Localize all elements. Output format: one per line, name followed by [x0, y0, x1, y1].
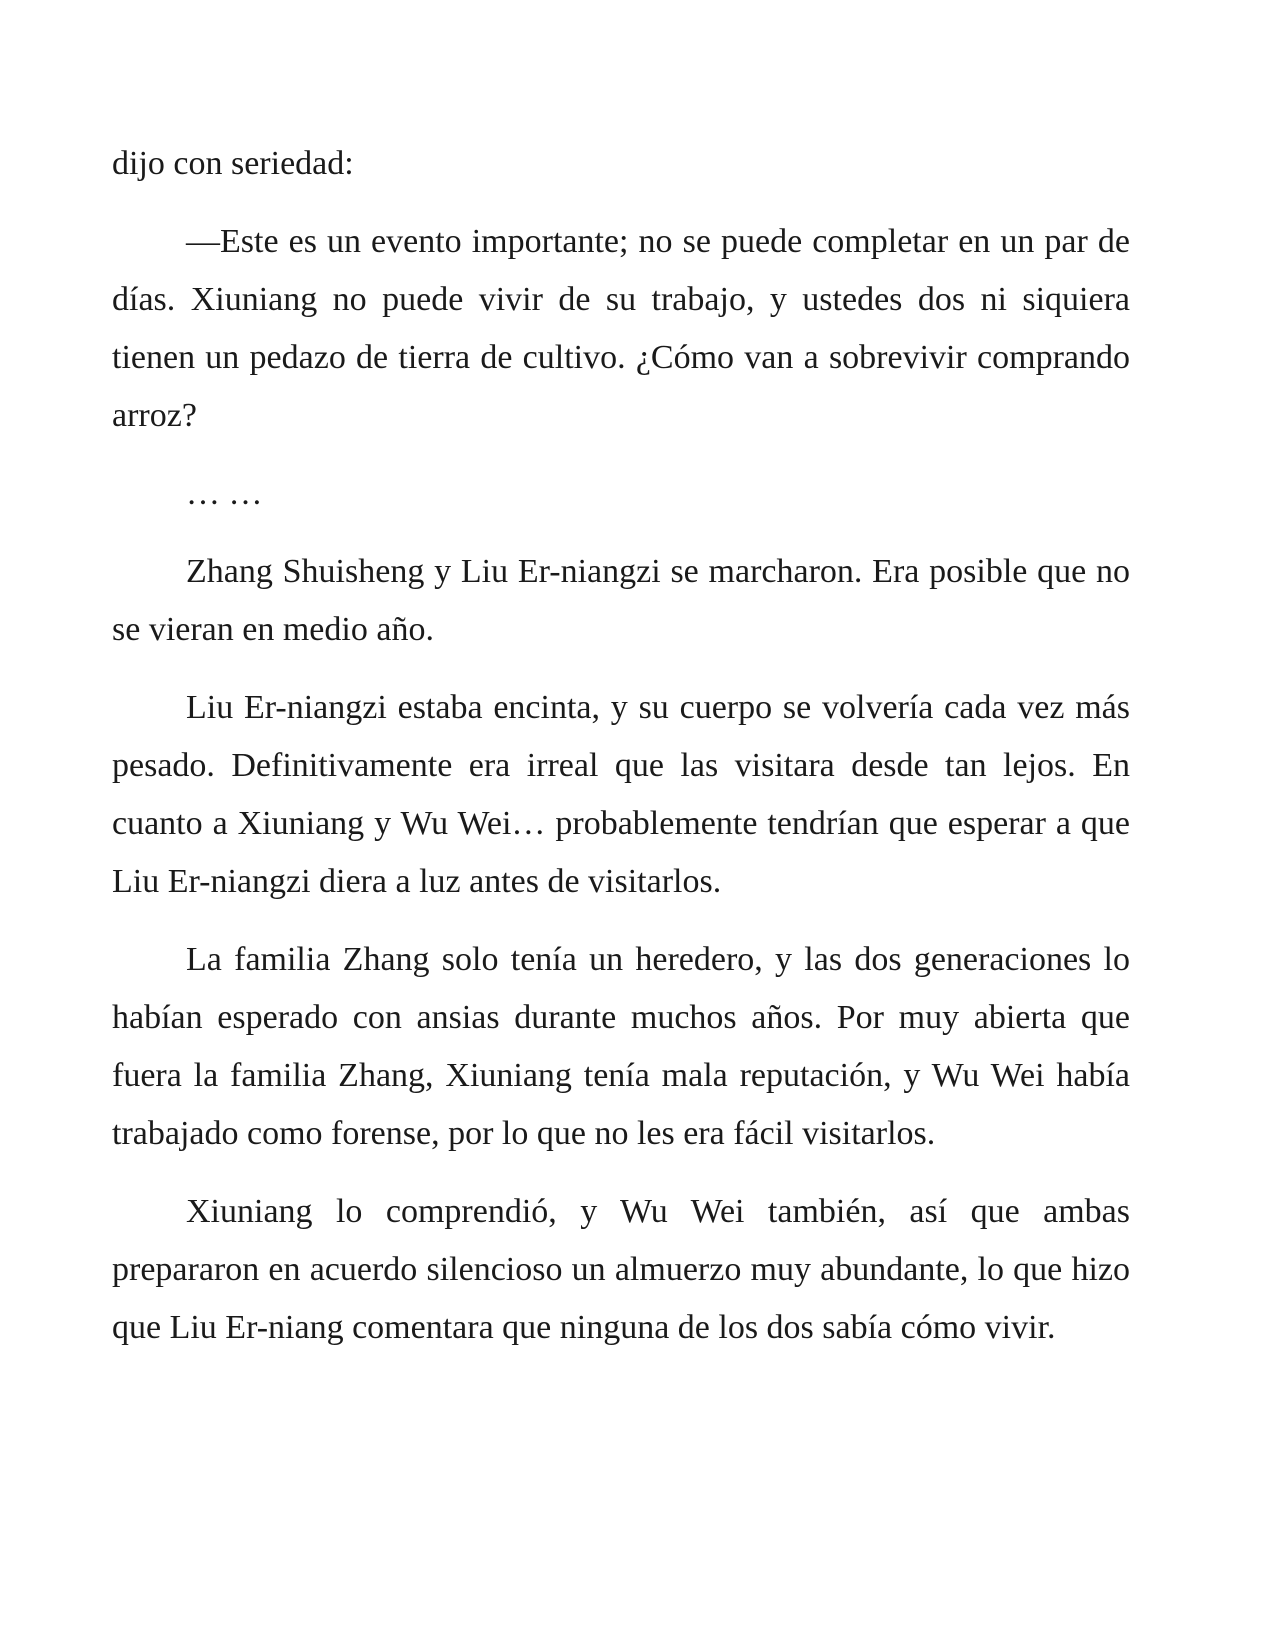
scene-break-ellipsis: … …: [186, 475, 263, 512]
paragraph-dialogue: —Este es un evento importante; no se puede completar en un par de días. Xiuniang no puede vivir de su trabajo, y ustedes dos ni siquiera tienen un pedazo de tierra de cultivo. ¿Cómo van a sobrevivir comprando arroz?: [112, 223, 1130, 434]
paragraph: Zhang Shuisheng y Liu Er-niangzi se marcharon. Era posible que no se vieran en medio año.: [112, 553, 1130, 648]
paragraph-continuation: dijo con seriedad:: [112, 145, 354, 182]
paragraph: Liu Er-niangzi estaba encinta, y su cuerpo se volvería cada vez más pesado. Definitivamente era irreal que las visitara desde tan lejos. En cuanto a Xiuniang y Wu Wei… probablemente tendrían que esperar a que Liu Er-niangzi diera a luz antes de visitarlos.: [112, 689, 1130, 900]
paragraph: La familia Zhang solo tenía un heredero, y las dos generaciones lo habían esperado con ansias durante muchos años. Por muy abierta que fuera la familia Zhang, Xiuniang tenía mala reputación, y Wu Wei había trabajado como forense, por lo que no les era fácil visitarlos.: [112, 941, 1130, 1152]
document-page: [112, 135, 1130, 1377]
paragraph: Xiuniang lo comprendió, y Wu Wei también, así que ambas prepararon en acuerdo silencioso un almuerzo muy abundante, lo que hizo que Liu Er-niang comentara que ninguna de los dos sabía cómo vivir.: [112, 1193, 1130, 1346]
